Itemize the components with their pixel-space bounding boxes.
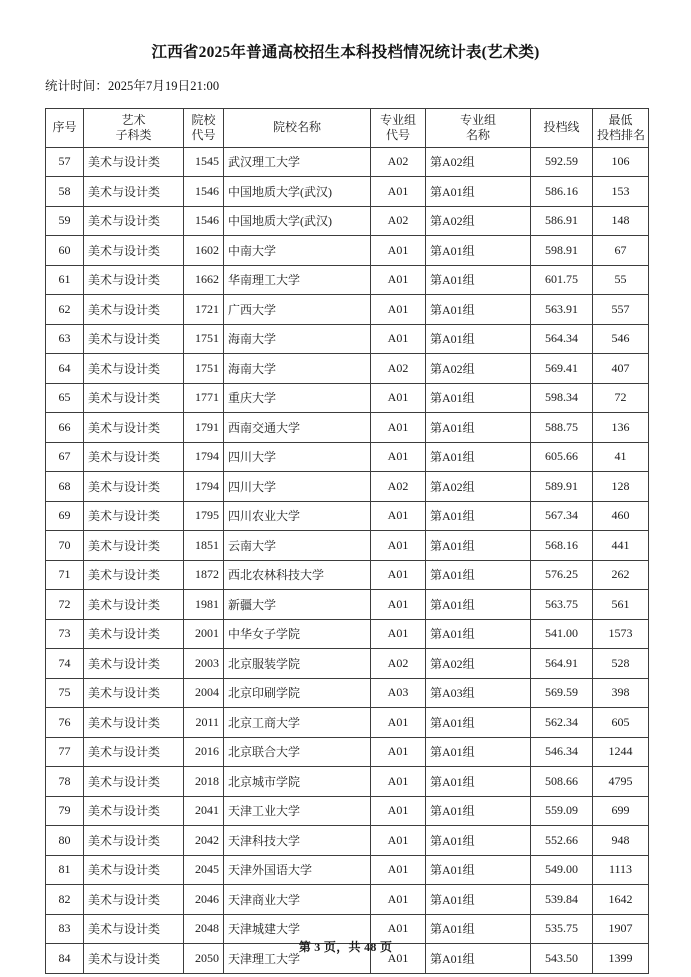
table-row — [46, 826, 649, 856]
row-cell-art-subcategory: 美术与设计类 — [84, 855, 184, 885]
row-cell-group-code: A03 — [371, 678, 426, 708]
row-cell-lowest-rank: 1244 — [593, 737, 649, 767]
row-cell-group-name: 第A02组 — [426, 354, 531, 384]
row-cell-art-subcategory: 美术与设计类 — [84, 826, 184, 856]
row-cell-seq: 68 — [46, 472, 84, 502]
row-cell-lowest-rank: 460 — [593, 501, 649, 531]
row-cell-admission-score: 546.34 — [531, 737, 593, 767]
row-cell-group-name: 第A01组 — [426, 501, 531, 531]
row-cell-lowest-rank: 1399 — [593, 944, 649, 974]
row-cell-school-name: 天津工业大学 — [224, 796, 371, 826]
table-row — [46, 413, 649, 443]
row-cell-group-code: A01 — [371, 442, 426, 472]
row-cell-art-subcategory: 美术与设计类 — [84, 206, 184, 236]
row-cell-admission-score: 569.59 — [531, 678, 593, 708]
row-cell-group-code: A01 — [371, 796, 426, 826]
row-cell-lowest-rank: 528 — [593, 649, 649, 679]
row-cell-art-subcategory: 美术与设计类 — [84, 737, 184, 767]
row-cell-art-subcategory: 美术与设计类 — [84, 324, 184, 354]
row-cell-school-code: 1872 — [184, 560, 224, 590]
table-row — [46, 236, 649, 266]
column-header-school-code-line1: 院校 — [191, 112, 216, 127]
row-cell-school-name: 中南大学 — [224, 236, 371, 266]
row-cell-school-code: 1721 — [184, 295, 224, 325]
row-cell-school-code: 2018 — [184, 767, 224, 797]
row-cell-group-code: A02 — [371, 206, 426, 236]
row-cell-lowest-rank: 4795 — [593, 767, 649, 797]
row-cell-lowest-rank: 605 — [593, 708, 649, 738]
row-cell-seq: 64 — [46, 354, 84, 384]
row-cell-admission-score: 559.09 — [531, 796, 593, 826]
row-cell-school-code: 2016 — [184, 737, 224, 767]
row-cell-lowest-rank: 128 — [593, 472, 649, 502]
row-cell-group-name: 第A02组 — [426, 649, 531, 679]
row-cell-art-subcategory: 美术与设计类 — [84, 767, 184, 797]
row-cell-art-subcategory: 美术与设计类 — [84, 147, 184, 177]
row-cell-school-name: 四川农业大学 — [224, 501, 371, 531]
row-cell-lowest-rank: 148 — [593, 206, 649, 236]
row-cell-group-name: 第A01组 — [426, 855, 531, 885]
row-cell-lowest-rank: 398 — [593, 678, 649, 708]
row-cell-group-code: A02 — [371, 649, 426, 679]
row-cell-admission-score: 539.84 — [531, 885, 593, 915]
column-header-lowest-rank-line2: 投档排名 — [597, 127, 646, 142]
row-cell-school-name: 广西大学 — [224, 295, 371, 325]
row-cell-school-name: 天津科技大学 — [224, 826, 371, 856]
table-row — [46, 206, 649, 236]
row-cell-admission-score: 605.66 — [531, 442, 593, 472]
admission-score-table — [45, 108, 649, 974]
row-cell-group-name: 第A01组 — [426, 767, 531, 797]
column-header-art-subcategory — [84, 108, 184, 147]
row-cell-group-name: 第A01组 — [426, 265, 531, 295]
row-cell-group-code: A01 — [371, 944, 426, 974]
table-row — [46, 295, 649, 325]
row-cell-art-subcategory: 美术与设计类 — [84, 678, 184, 708]
row-cell-lowest-rank: 262 — [593, 560, 649, 590]
row-cell-group-name: 第A01组 — [426, 383, 531, 413]
column-header-group-name — [426, 108, 531, 147]
row-cell-school-name: 云南大学 — [224, 531, 371, 561]
column-header-group-code-line1: 专业组 — [379, 112, 416, 127]
row-cell-group-name: 第A01组 — [426, 295, 531, 325]
row-cell-admission-score: 589.91 — [531, 472, 593, 502]
row-cell-art-subcategory: 美术与设计类 — [84, 796, 184, 826]
row-cell-school-name: 中华女子学院 — [224, 619, 371, 649]
row-cell-school-code: 1546 — [184, 177, 224, 207]
row-cell-art-subcategory: 美术与设计类 — [84, 914, 184, 944]
table-row — [46, 737, 649, 767]
page-title: 江西省2025年普通高校招生本科投档情况统计表(艺术类) — [151, 44, 540, 61]
row-cell-school-code: 2048 — [184, 914, 224, 944]
row-cell-group-code: A02 — [371, 147, 426, 177]
row-cell-group-name: 第A01组 — [426, 708, 531, 738]
column-header-seq-text: 序号 — [52, 120, 77, 135]
row-cell-lowest-rank: 41 — [593, 442, 649, 472]
column-header-seq — [46, 108, 84, 147]
row-cell-admission-score: 568.16 — [531, 531, 593, 561]
row-cell-school-name: 西南交通大学 — [224, 413, 371, 443]
table-row — [46, 649, 649, 679]
row-cell-school-code: 2050 — [184, 944, 224, 974]
row-cell-art-subcategory: 美术与设计类 — [84, 619, 184, 649]
row-cell-seq: 69 — [46, 501, 84, 531]
row-cell-seq: 61 — [46, 265, 84, 295]
row-cell-lowest-rank: 1573 — [593, 619, 649, 649]
row-cell-school-code: 2004 — [184, 678, 224, 708]
row-cell-seq: 67 — [46, 442, 84, 472]
row-cell-school-code: 1771 — [184, 383, 224, 413]
row-cell-art-subcategory: 美术与设计类 — [84, 295, 184, 325]
row-cell-group-code: A02 — [371, 354, 426, 384]
row-cell-group-code: A01 — [371, 737, 426, 767]
row-cell-group-code: A01 — [371, 560, 426, 590]
row-cell-school-name: 天津商业大学 — [224, 885, 371, 915]
statistics-time-label: 统计时间：2025年7月19日21:00 — [45, 78, 220, 93]
table-header-row — [46, 108, 649, 147]
column-header-group-name-line1: 专业组 — [459, 112, 496, 127]
row-cell-art-subcategory: 美术与设计类 — [84, 531, 184, 561]
row-cell-admission-score: 543.50 — [531, 944, 593, 974]
row-cell-group-code: A01 — [371, 501, 426, 531]
row-cell-seq: 74 — [46, 649, 84, 679]
table-row — [46, 678, 649, 708]
row-cell-group-name: 第A01组 — [426, 944, 531, 974]
row-cell-group-code: A02 — [371, 472, 426, 502]
table-row — [46, 590, 649, 620]
row-cell-group-name: 第A01组 — [426, 324, 531, 354]
row-cell-art-subcategory: 美术与设计类 — [84, 590, 184, 620]
row-cell-seq: 78 — [46, 767, 84, 797]
row-cell-school-name: 天津理工大学 — [224, 944, 371, 974]
row-cell-school-name: 四川大学 — [224, 442, 371, 472]
row-cell-admission-score: 598.34 — [531, 383, 593, 413]
row-cell-school-code: 1602 — [184, 236, 224, 266]
row-cell-admission-score: 552.66 — [531, 826, 593, 856]
row-cell-group-code: A01 — [371, 177, 426, 207]
row-cell-lowest-rank: 153 — [593, 177, 649, 207]
table-header — [46, 108, 649, 147]
row-cell-group-name: 第A01组 — [426, 619, 531, 649]
row-cell-seq: 63 — [46, 324, 84, 354]
column-header-group-code-line2: 代号 — [385, 127, 410, 142]
row-cell-group-name: 第A01组 — [426, 413, 531, 443]
row-cell-lowest-rank: 136 — [593, 413, 649, 443]
row-cell-school-code: 2042 — [184, 826, 224, 856]
row-cell-lowest-rank: 1907 — [593, 914, 649, 944]
row-cell-seq: 59 — [46, 206, 84, 236]
row-cell-school-name: 中国地质大学(武汉) — [224, 177, 371, 207]
row-cell-admission-score: 564.34 — [531, 324, 593, 354]
row-cell-lowest-rank: 699 — [593, 796, 649, 826]
column-header-school-name — [224, 108, 371, 147]
row-cell-group-name: 第A01组 — [426, 737, 531, 767]
row-cell-art-subcategory: 美术与设计类 — [84, 944, 184, 974]
row-cell-admission-score: 563.91 — [531, 295, 593, 325]
row-cell-school-code: 1751 — [184, 354, 224, 384]
row-cell-school-name: 北京服装学院 — [224, 649, 371, 679]
row-cell-lowest-rank: 407 — [593, 354, 649, 384]
row-cell-lowest-rank: 1113 — [593, 855, 649, 885]
row-cell-seq: 60 — [46, 236, 84, 266]
row-cell-art-subcategory: 美术与设计类 — [84, 885, 184, 915]
table-row — [46, 885, 649, 915]
table-body — [46, 147, 649, 973]
row-cell-lowest-rank: 1642 — [593, 885, 649, 915]
row-cell-admission-score: 586.16 — [531, 177, 593, 207]
row-cell-group-name: 第A03组 — [426, 678, 531, 708]
table-row — [46, 472, 649, 502]
table-row — [46, 501, 649, 531]
row-cell-group-code: A01 — [371, 236, 426, 266]
table-row — [46, 265, 649, 295]
row-cell-art-subcategory: 美术与设计类 — [84, 649, 184, 679]
row-cell-school-name: 武汉理工大学 — [224, 147, 371, 177]
row-cell-seq: 76 — [46, 708, 84, 738]
row-cell-group-code: A01 — [371, 855, 426, 885]
row-cell-school-code: 1794 — [184, 472, 224, 502]
row-cell-seq: 62 — [46, 295, 84, 325]
table-row — [46, 324, 649, 354]
row-cell-admission-score: 588.75 — [531, 413, 593, 443]
row-cell-school-code: 2003 — [184, 649, 224, 679]
page-footer: 第 3 页，共 48 页 — [298, 940, 393, 954]
table-row — [46, 383, 649, 413]
row-cell-admission-score: 508.66 — [531, 767, 593, 797]
row-cell-art-subcategory: 美术与设计类 — [84, 383, 184, 413]
row-cell-group-name: 第A01组 — [426, 442, 531, 472]
table-row — [46, 147, 649, 177]
row-cell-lowest-rank: 557 — [593, 295, 649, 325]
row-cell-admission-score: 601.75 — [531, 265, 593, 295]
row-cell-group-name: 第A01组 — [426, 560, 531, 590]
row-cell-group-name: 第A01组 — [426, 885, 531, 915]
row-cell-seq: 73 — [46, 619, 84, 649]
row-cell-admission-score: 562.34 — [531, 708, 593, 738]
column-header-admission-score — [531, 108, 593, 147]
row-cell-art-subcategory: 美术与设计类 — [84, 501, 184, 531]
row-cell-admission-score: 549.00 — [531, 855, 593, 885]
row-cell-group-name: 第A01组 — [426, 796, 531, 826]
row-cell-school-code: 1851 — [184, 531, 224, 561]
row-cell-group-code: A01 — [371, 914, 426, 944]
row-cell-seq: 72 — [46, 590, 84, 620]
table-row — [46, 177, 649, 207]
row-cell-school-name: 新疆大学 — [224, 590, 371, 620]
row-cell-admission-score: 535.75 — [531, 914, 593, 944]
row-cell-art-subcategory: 美术与设计类 — [84, 708, 184, 738]
table-row — [46, 354, 649, 384]
row-cell-group-name: 第A02组 — [426, 147, 531, 177]
row-cell-art-subcategory: 美术与设计类 — [84, 413, 184, 443]
row-cell-group-name: 第A01组 — [426, 177, 531, 207]
row-cell-admission-score: 586.91 — [531, 206, 593, 236]
row-cell-school-code: 2045 — [184, 855, 224, 885]
row-cell-school-code: 1981 — [184, 590, 224, 620]
row-cell-admission-score: 592.59 — [531, 147, 593, 177]
row-cell-group-name: 第A01组 — [426, 236, 531, 266]
row-cell-group-name: 第A01组 — [426, 914, 531, 944]
row-cell-group-code: A01 — [371, 383, 426, 413]
column-header-lowest-rank — [593, 108, 649, 147]
row-cell-school-code: 1662 — [184, 265, 224, 295]
row-cell-art-subcategory: 美术与设计类 — [84, 265, 184, 295]
row-cell-group-name: 第A01组 — [426, 590, 531, 620]
row-cell-lowest-rank: 948 — [593, 826, 649, 856]
row-cell-lowest-rank: 106 — [593, 147, 649, 177]
row-cell-school-code: 1791 — [184, 413, 224, 443]
row-cell-school-name: 四川大学 — [224, 472, 371, 502]
table-row — [46, 796, 649, 826]
row-cell-school-code: 2001 — [184, 619, 224, 649]
row-cell-group-code: A01 — [371, 619, 426, 649]
row-cell-school-name: 天津外国语大学 — [224, 855, 371, 885]
table-row — [46, 442, 649, 472]
row-cell-seq: 77 — [46, 737, 84, 767]
row-cell-lowest-rank: 67 — [593, 236, 649, 266]
row-cell-group-code: A01 — [371, 767, 426, 797]
row-cell-group-code: A01 — [371, 826, 426, 856]
table-row — [46, 855, 649, 885]
row-cell-school-code: 2046 — [184, 885, 224, 915]
row-cell-group-code: A01 — [371, 885, 426, 915]
row-cell-seq: 81 — [46, 855, 84, 885]
row-cell-admission-score: 569.41 — [531, 354, 593, 384]
row-cell-group-name: 第A02组 — [426, 206, 531, 236]
row-cell-lowest-rank: 546 — [593, 324, 649, 354]
table-row — [46, 767, 649, 797]
row-cell-school-code: 1546 — [184, 206, 224, 236]
row-cell-group-name: 第A01组 — [426, 826, 531, 856]
row-cell-school-name: 西北农林科技大学 — [224, 560, 371, 590]
row-cell-admission-score: 598.91 — [531, 236, 593, 266]
table-row — [46, 560, 649, 590]
row-cell-group-code: A01 — [371, 413, 426, 443]
row-cell-school-name: 天津城建大学 — [224, 914, 371, 944]
column-header-group-code — [371, 108, 426, 147]
row-cell-art-subcategory: 美术与设计类 — [84, 442, 184, 472]
row-cell-art-subcategory: 美术与设计类 — [84, 236, 184, 266]
row-cell-group-code: A01 — [371, 295, 426, 325]
row-cell-group-code: A01 — [371, 265, 426, 295]
row-cell-school-name: 北京城市学院 — [224, 767, 371, 797]
row-cell-group-code: A01 — [371, 708, 426, 738]
column-header-admission-score-text: 投档线 — [543, 120, 580, 135]
row-cell-admission-score: 564.91 — [531, 649, 593, 679]
column-header-school-code-line2: 代号 — [191, 127, 216, 142]
row-cell-lowest-rank: 441 — [593, 531, 649, 561]
row-cell-school-name: 北京印刷学院 — [224, 678, 371, 708]
row-cell-seq: 58 — [46, 177, 84, 207]
row-cell-school-code: 1545 — [184, 147, 224, 177]
row-cell-admission-score: 563.75 — [531, 590, 593, 620]
row-cell-admission-score: 567.34 — [531, 501, 593, 531]
row-cell-lowest-rank: 561 — [593, 590, 649, 620]
row-cell-seq: 82 — [46, 885, 84, 915]
row-cell-school-code: 2041 — [184, 796, 224, 826]
row-cell-seq: 57 — [46, 147, 84, 177]
row-cell-seq: 84 — [46, 944, 84, 974]
column-header-art-subcategory-line2: 子科类 — [115, 127, 152, 142]
row-cell-seq: 65 — [46, 383, 84, 413]
row-cell-group-code: A01 — [371, 531, 426, 561]
table-row — [46, 531, 649, 561]
row-cell-school-name: 北京工商大学 — [224, 708, 371, 738]
row-cell-school-name: 海南大学 — [224, 354, 371, 384]
row-cell-seq: 66 — [46, 413, 84, 443]
row-cell-school-name: 中国地质大学(武汉) — [224, 206, 371, 236]
row-cell-school-name: 重庆大学 — [224, 383, 371, 413]
row-cell-seq: 71 — [46, 560, 84, 590]
row-cell-art-subcategory: 美术与设计类 — [84, 472, 184, 502]
row-cell-art-subcategory: 美术与设计类 — [84, 354, 184, 384]
row-cell-seq: 75 — [46, 678, 84, 708]
row-cell-school-code: 2011 — [184, 708, 224, 738]
row-cell-art-subcategory: 美术与设计类 — [84, 560, 184, 590]
row-cell-school-name: 华南理工大学 — [224, 265, 371, 295]
row-cell-seq: 80 — [46, 826, 84, 856]
column-header-lowest-rank-line1: 最低 — [608, 112, 633, 127]
table-row — [46, 619, 649, 649]
row-cell-lowest-rank: 55 — [593, 265, 649, 295]
row-cell-school-code: 1795 — [184, 501, 224, 531]
column-header-art-subcategory-line1: 艺术 — [121, 112, 146, 127]
column-header-school-code — [184, 108, 224, 147]
row-cell-school-code: 1794 — [184, 442, 224, 472]
row-cell-seq: 79 — [46, 796, 84, 826]
row-cell-school-code: 1751 — [184, 324, 224, 354]
row-cell-admission-score: 541.00 — [531, 619, 593, 649]
table-row — [46, 708, 649, 738]
row-cell-art-subcategory: 美术与设计类 — [84, 177, 184, 207]
row-cell-school-name: 海南大学 — [224, 324, 371, 354]
row-cell-group-code: A01 — [371, 590, 426, 620]
row-cell-admission-score: 576.25 — [531, 560, 593, 590]
row-cell-seq: 83 — [46, 914, 84, 944]
row-cell-group-code: A01 — [371, 324, 426, 354]
row-cell-school-name: 北京联合大学 — [224, 737, 371, 767]
column-header-school-name-text: 院校名称 — [272, 120, 321, 135]
column-header-group-name-line2: 名称 — [465, 127, 490, 142]
row-cell-lowest-rank: 72 — [593, 383, 649, 413]
row-cell-seq: 70 — [46, 531, 84, 561]
row-cell-group-name: 第A01组 — [426, 531, 531, 561]
row-cell-group-name: 第A02组 — [426, 472, 531, 502]
